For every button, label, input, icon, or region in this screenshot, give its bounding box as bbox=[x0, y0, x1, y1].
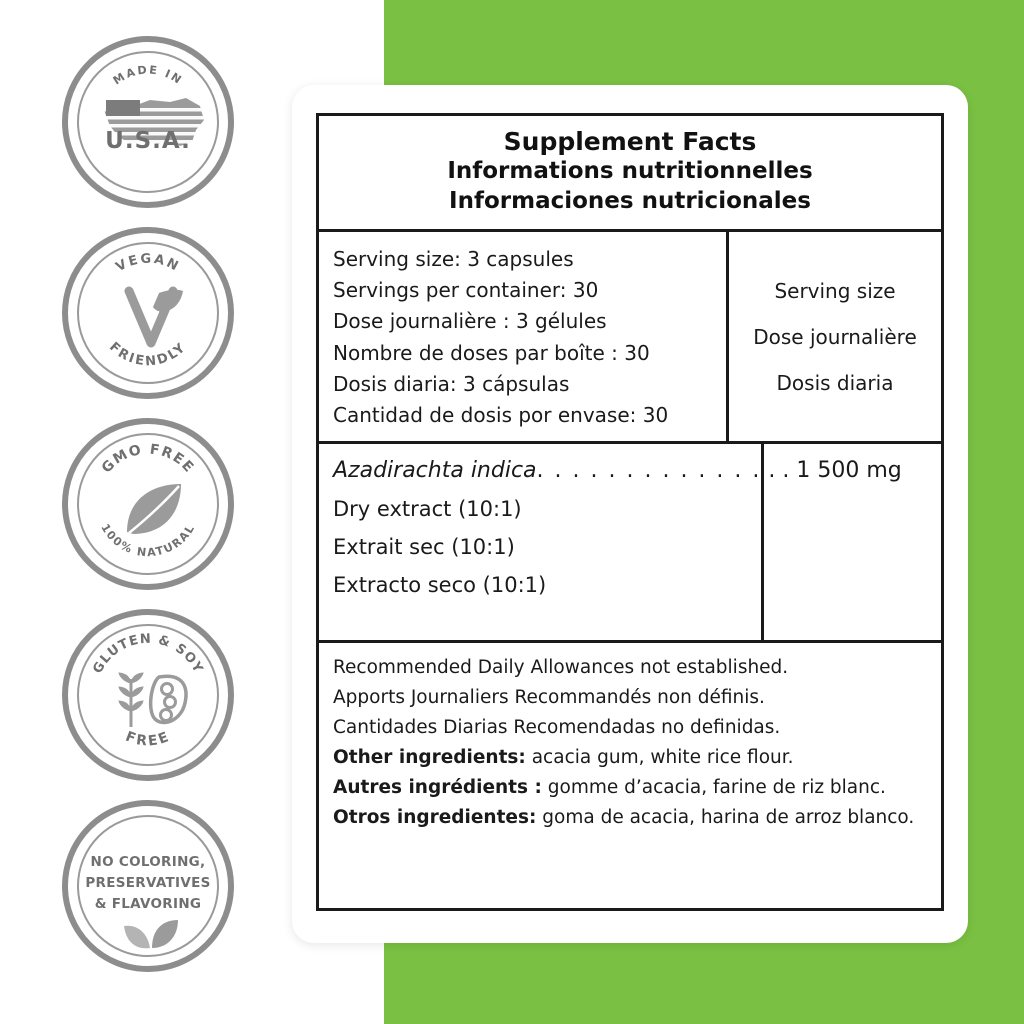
serving-header-english: Serving size bbox=[774, 278, 896, 303]
serving-line-3: Dose journalière : 3 gélules bbox=[333, 309, 607, 334]
serving-line-4: Nombre de doses par boîte : 30 bbox=[333, 340, 650, 365]
serving-header-french: Dose journalière bbox=[753, 324, 917, 349]
badge-top-label: GMO FREE bbox=[98, 441, 198, 477]
footnotes-section bbox=[319, 643, 941, 908]
badge-line-2: PRESERVATIVES bbox=[85, 874, 211, 891]
serving-line-5: Dosis diaria: 3 cápsulas bbox=[333, 371, 570, 396]
serving-size-column-headers bbox=[729, 232, 941, 441]
footnote-spanish: Cantidades Diarias Recomendadas no definidas. bbox=[333, 717, 781, 739]
ingredient-names bbox=[319, 444, 764, 640]
svg-text:MADE IN bbox=[111, 63, 185, 87]
ingredient-extract-spanish: Extracto seco (10:1) bbox=[333, 573, 547, 598]
badge-top-label: MADE IN bbox=[110, 63, 186, 88]
serving-line-2: Servings per container: 30 bbox=[333, 278, 599, 303]
vegan-leaf-v-icon bbox=[119, 285, 189, 351]
badge-line-1: NO COLORING, bbox=[90, 854, 206, 870]
ingredient-amount: . . 1 500 mg bbox=[768, 458, 902, 484]
title-english: Supplement Facts bbox=[503, 127, 757, 156]
other-ingredients-english bbox=[333, 743, 929, 773]
serving-line-1: Serving size: 3 capsules bbox=[333, 247, 574, 272]
ingredient-amount-cell bbox=[764, 444, 941, 640]
svg-text:VEGAN bbox=[114, 252, 183, 276]
other-ingredients-value-fr: gomme d’acacia, farine de riz blanc. bbox=[541, 777, 886, 799]
badge-top-label: VEGAN bbox=[113, 251, 183, 276]
ingredient-row bbox=[319, 444, 941, 643]
supplement-facts-card bbox=[292, 85, 968, 943]
badge-gmo-free bbox=[62, 418, 234, 590]
ingredient-extract-english: Dry extract (10:1) bbox=[333, 497, 522, 522]
wheat-soy-icon bbox=[111, 669, 197, 731]
leaves-icon bbox=[114, 916, 194, 952]
serving-details bbox=[319, 232, 729, 441]
serving-line-6: Cantidad de dosis por envase: 30 bbox=[333, 402, 669, 427]
badge-top-label: GLUTEN & SOY bbox=[90, 631, 206, 677]
other-ingredients-label-en: Other ingredients: bbox=[333, 747, 526, 769]
badge-line-3: & FLAVORING bbox=[94, 895, 202, 912]
other-ingredients-french bbox=[333, 773, 929, 803]
certification-badges bbox=[62, 36, 238, 972]
svg-text:GMO FREE bbox=[99, 442, 197, 477]
other-ingredients-label-fr: Autres ingrédients : bbox=[333, 777, 542, 799]
supplement-facts-table bbox=[316, 113, 944, 911]
svg-text:FREE bbox=[123, 729, 173, 750]
badge-bottom-label: 100% NATURAL bbox=[98, 521, 198, 560]
badge-center-label: U.S.A. bbox=[105, 128, 191, 154]
ingredient-latin-name: Azadirachta indica bbox=[333, 458, 537, 484]
footnote-french: Apports Journaliers Recommandés non définis. bbox=[333, 687, 765, 709]
leaf-icon bbox=[119, 480, 189, 540]
other-ingredients-value-en: acacia gum, white rice flour. bbox=[525, 747, 794, 769]
other-ingredients-spanish bbox=[333, 803, 929, 833]
badge-made-in-usa bbox=[62, 36, 234, 208]
supplement-facts-title-block bbox=[319, 116, 941, 232]
badge-bottom-label: FRIENDLY bbox=[106, 339, 190, 370]
badge-vegan-friendly bbox=[62, 227, 234, 399]
badge-no-coloring-preservatives-flavoring bbox=[62, 800, 234, 972]
ingredient-extract-french: Extrait sec (10:1) bbox=[333, 535, 515, 560]
ingredient-dot-leader: . . . . . . . . . . . . . bbox=[536, 458, 762, 484]
footnote-english: Recommended Daily Allowances not established. bbox=[333, 657, 789, 679]
badge-bottom-label: FREE bbox=[123, 728, 173, 750]
badge-gluten-and-soy-free bbox=[62, 609, 234, 781]
title-spanish: Informaciones nutricionales bbox=[449, 188, 811, 215]
serving-header-spanish: Dosis diaria bbox=[776, 370, 894, 395]
other-ingredients-label-es: Otros ingredientes: bbox=[333, 807, 537, 828]
title-french: Informations nutritionnelles bbox=[447, 158, 813, 185]
serving-information-row bbox=[319, 232, 941, 444]
other-ingredients-value-es: goma de acacia, harina de arroz blanco. bbox=[536, 807, 915, 828]
